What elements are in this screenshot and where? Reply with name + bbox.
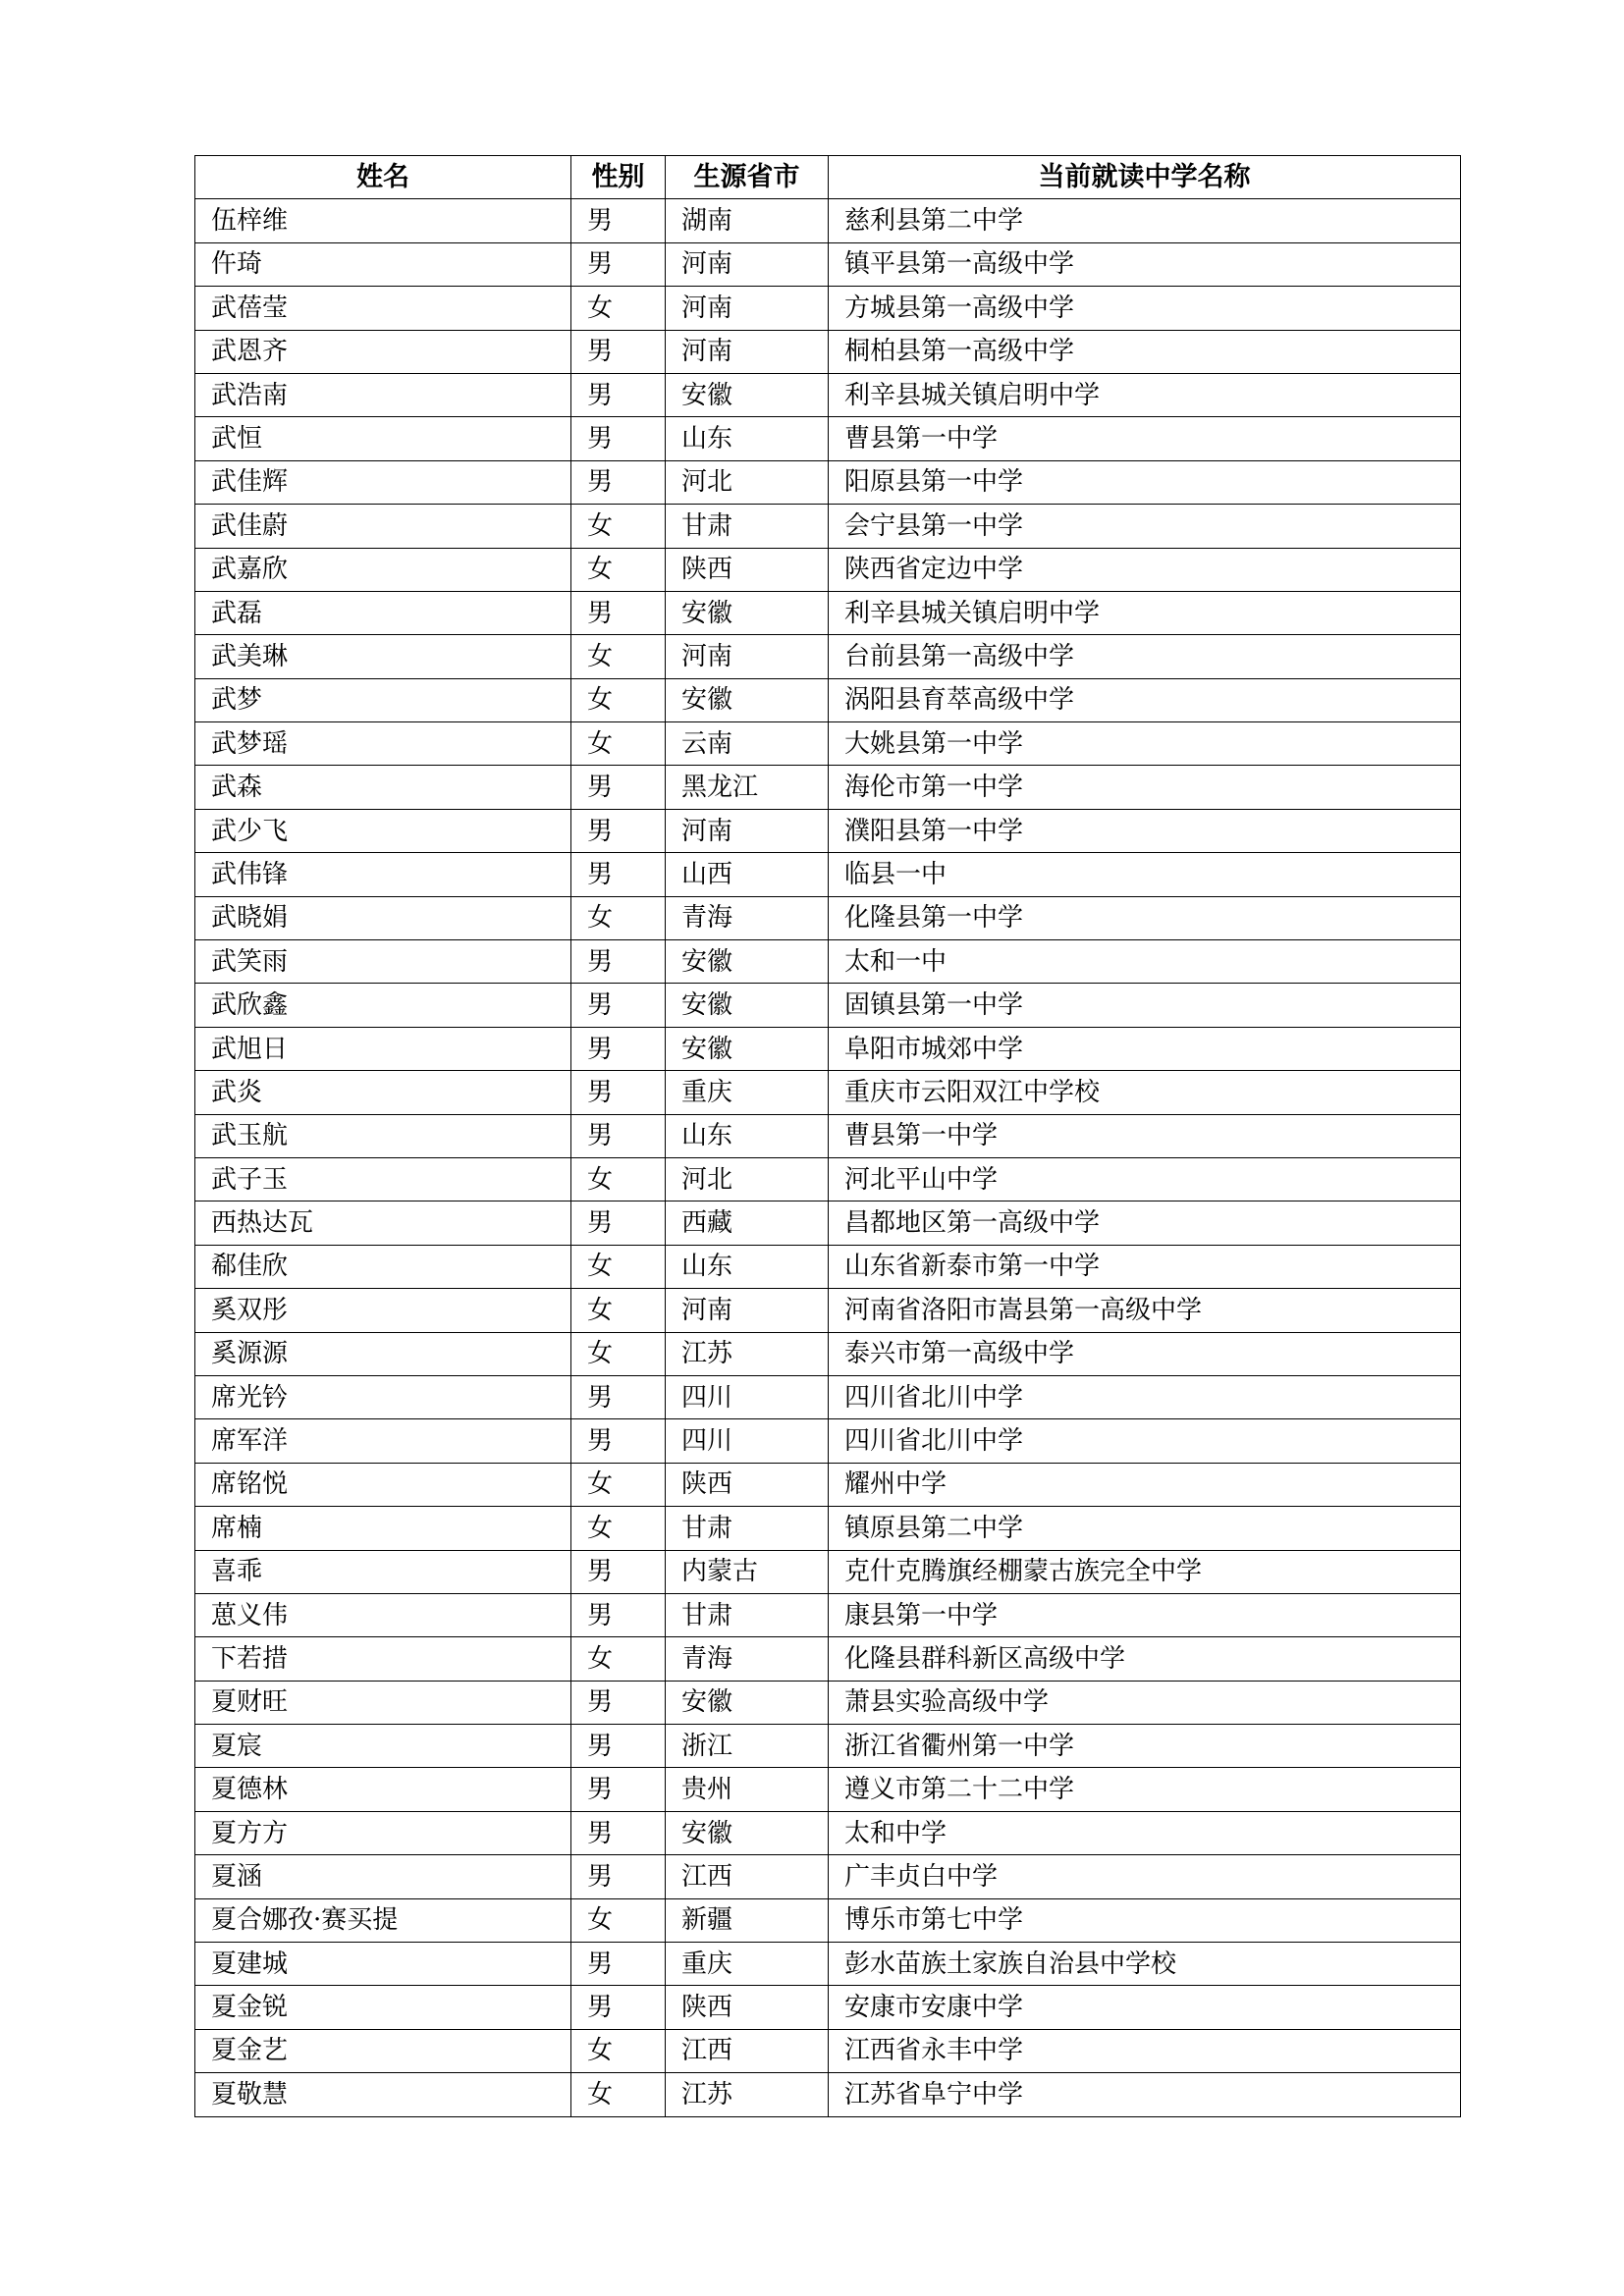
cell-province: 安徽 <box>666 591 829 634</box>
cell-name: 武浩南 <box>195 373 571 416</box>
cell-school: 河北平山中学 <box>829 1157 1461 1201</box>
cell-gender: 女 <box>571 505 666 548</box>
cell-school: 会宁县第一中学 <box>829 505 1461 548</box>
cell-province: 安徽 <box>666 940 829 984</box>
cell-name: 武炎 <box>195 1071 571 1114</box>
cell-name: 仵琦 <box>195 242 571 286</box>
table-row <box>195 1027 1461 1070</box>
cell-name: 武晓娟 <box>195 896 571 939</box>
table-row <box>195 1332 1461 1375</box>
cell-name: 奚双彤 <box>195 1289 571 1332</box>
cell-name: 西热达瓦 <box>195 1201 571 1245</box>
cell-school: 镇原县第二中学 <box>829 1507 1461 1550</box>
table-row <box>195 1986 1461 2029</box>
cell-school: 大姚县第一中学 <box>829 722 1461 766</box>
cell-school: 化隆县第一中学 <box>829 896 1461 939</box>
cell-name: 夏宸 <box>195 1725 571 1768</box>
table-row <box>195 1768 1461 1811</box>
cell-name: 夏合娜孜·赛买提 <box>195 1898 571 1942</box>
cell-school: 方城县第一高级中学 <box>829 287 1461 330</box>
cell-school: 重庆市云阳双江中学校 <box>829 1071 1461 1114</box>
cell-province: 陕西 <box>666 1986 829 2029</box>
cell-province: 安徽 <box>666 678 829 721</box>
cell-gender: 男 <box>571 766 666 809</box>
table-row <box>195 809 1461 852</box>
table-row <box>195 1245 1461 1288</box>
cell-gender: 女 <box>571 287 666 330</box>
cell-school: 利辛县城关镇启明中学 <box>829 591 1461 634</box>
cell-name: 武欣鑫 <box>195 984 571 1027</box>
cell-school: 海伦市第一中学 <box>829 766 1461 809</box>
cell-gender: 女 <box>571 548 666 591</box>
cell-gender: 女 <box>571 1637 666 1681</box>
table-row <box>195 940 1461 984</box>
cell-school: 广丰贞白中学 <box>829 1855 1461 1898</box>
cell-school: 涡阳县育萃高级中学 <box>829 678 1461 721</box>
table-row <box>195 1419 1461 1463</box>
cell-province: 山东 <box>666 1114 829 1157</box>
cell-name: 武梦瑶 <box>195 722 571 766</box>
cell-province: 安徽 <box>666 373 829 416</box>
cell-province: 山西 <box>666 853 829 896</box>
cell-gender: 女 <box>571 1507 666 1550</box>
cell-province: 青海 <box>666 1637 829 1681</box>
cell-name: 席军洋 <box>195 1419 571 1463</box>
cell-province: 甘肃 <box>666 1507 829 1550</box>
cell-gender: 男 <box>571 1681 666 1724</box>
cell-province: 河南 <box>666 242 829 286</box>
cell-school: 临县一中 <box>829 853 1461 896</box>
cell-gender: 女 <box>571 1463 666 1506</box>
cell-school: 陕西省定边中学 <box>829 548 1461 591</box>
cell-province: 安徽 <box>666 984 829 1027</box>
table-row <box>195 505 1461 548</box>
cell-name: 夏金艺 <box>195 2029 571 2072</box>
cell-gender: 女 <box>571 1289 666 1332</box>
table-row <box>195 1681 1461 1724</box>
table-row <box>195 1637 1461 1681</box>
cell-name: 武笑雨 <box>195 940 571 984</box>
cell-name: 夏建城 <box>195 1943 571 1986</box>
cell-school: 萧县实验高级中学 <box>829 1681 1461 1724</box>
cell-province: 江西 <box>666 1855 829 1898</box>
cell-name: 郗佳欣 <box>195 1245 571 1288</box>
cell-gender: 女 <box>571 678 666 721</box>
cell-school: 江西省永丰中学 <box>829 2029 1461 2072</box>
cell-gender: 男 <box>571 199 666 242</box>
table-row <box>195 242 1461 286</box>
cell-province: 陕西 <box>666 548 829 591</box>
cell-gender: 女 <box>571 635 666 678</box>
cell-gender: 男 <box>571 1855 666 1898</box>
cell-province: 西藏 <box>666 1201 829 1245</box>
table-row <box>195 591 1461 634</box>
table-row <box>195 1071 1461 1114</box>
cell-school: 遵义市第二十二中学 <box>829 1768 1461 1811</box>
table-row <box>195 1375 1461 1418</box>
cell-school: 泰兴市第一高级中学 <box>829 1332 1461 1375</box>
table-row <box>195 678 1461 721</box>
cell-gender: 男 <box>571 1725 666 1768</box>
cell-province: 河南 <box>666 287 829 330</box>
cell-gender: 男 <box>571 591 666 634</box>
cell-name: 喜乖 <box>195 1550 571 1593</box>
cell-school: 河南省洛阳市嵩县第一高级中学 <box>829 1289 1461 1332</box>
header-province: 生源省市 <box>666 156 829 199</box>
cell-province: 甘肃 <box>666 505 829 548</box>
table-row <box>195 722 1461 766</box>
cell-province: 重庆 <box>666 1071 829 1114</box>
cell-province: 青海 <box>666 896 829 939</box>
cell-name: 武蓓莹 <box>195 287 571 330</box>
cell-name: 武旭日 <box>195 1027 571 1070</box>
cell-province: 河北 <box>666 460 829 504</box>
table-row <box>195 766 1461 809</box>
cell-gender: 男 <box>571 809 666 852</box>
cell-gender: 男 <box>571 1593 666 1636</box>
cell-school: 曹县第一中学 <box>829 417 1461 460</box>
cell-school: 阳原县第一中学 <box>829 460 1461 504</box>
table-row <box>195 1114 1461 1157</box>
cell-gender: 男 <box>571 417 666 460</box>
cell-name: 夏敬慧 <box>195 2073 571 2116</box>
cell-gender: 男 <box>571 1375 666 1418</box>
cell-school: 固镇县第一中学 <box>829 984 1461 1027</box>
header-name: 姓名 <box>195 156 571 199</box>
cell-province: 黑龙江 <box>666 766 829 809</box>
cell-name: 武梦 <box>195 678 571 721</box>
cell-gender: 男 <box>571 1943 666 1986</box>
cell-province: 河北 <box>666 1157 829 1201</box>
table-header-row <box>195 156 1461 199</box>
cell-school: 四川省北川中学 <box>829 1375 1461 1418</box>
table-row <box>195 896 1461 939</box>
cell-name: 夏财旺 <box>195 1681 571 1724</box>
header-school: 当前就读中学名称 <box>829 156 1461 199</box>
cell-name: 武磊 <box>195 591 571 634</box>
cell-province: 山东 <box>666 1245 829 1288</box>
cell-name: 伍梓维 <box>195 199 571 242</box>
cell-school: 博乐市第七中学 <box>829 1898 1461 1942</box>
cell-province: 山东 <box>666 417 829 460</box>
cell-school: 浙江省衢州第一中学 <box>829 1725 1461 1768</box>
cell-school: 江苏省阜宁中学 <box>829 2073 1461 2116</box>
table-row <box>195 1593 1461 1636</box>
cell-school: 台前县第一高级中学 <box>829 635 1461 678</box>
table-row <box>195 2073 1461 2116</box>
cell-school: 太和中学 <box>829 1811 1461 1854</box>
cell-school: 昌都地区第一高级中学 <box>829 1201 1461 1245</box>
cell-name: 夏德林 <box>195 1768 571 1811</box>
cell-gender: 男 <box>571 1201 666 1245</box>
cell-gender: 女 <box>571 1245 666 1288</box>
cell-province: 甘肃 <box>666 1593 829 1636</box>
cell-province: 四川 <box>666 1375 829 1418</box>
cell-gender: 男 <box>571 1071 666 1114</box>
table-row <box>195 417 1461 460</box>
table-row <box>195 1157 1461 1201</box>
table-row <box>195 1201 1461 1245</box>
cell-school: 山东省新泰市第一中学 <box>829 1245 1461 1288</box>
table-row <box>195 1550 1461 1593</box>
cell-name: 武佳辉 <box>195 460 571 504</box>
cell-name: 武子玉 <box>195 1157 571 1201</box>
cell-gender: 女 <box>571 1157 666 1201</box>
table-row <box>195 635 1461 678</box>
table-row <box>195 1898 1461 1942</box>
cell-school: 彭水苗族土家族自治县中学校 <box>829 1943 1461 1986</box>
cell-school: 化隆县群科新区高级中学 <box>829 1637 1461 1681</box>
cell-name: 武佳蔚 <box>195 505 571 548</box>
cell-gender: 女 <box>571 2029 666 2072</box>
cell-gender: 女 <box>571 1898 666 1942</box>
cell-gender: 女 <box>571 1332 666 1375</box>
cell-school: 安康市安康中学 <box>829 1986 1461 2029</box>
table-row <box>195 2029 1461 2072</box>
table-row <box>195 548 1461 591</box>
cell-name: 席光钤 <box>195 1375 571 1418</box>
cell-school: 镇平县第一高级中学 <box>829 242 1461 286</box>
cell-school: 慈利县第二中学 <box>829 199 1461 242</box>
cell-school: 阜阳市城郊中学 <box>829 1027 1461 1070</box>
cell-school: 耀州中学 <box>829 1463 1461 1506</box>
cell-gender: 男 <box>571 1419 666 1463</box>
cell-province: 内蒙古 <box>666 1550 829 1593</box>
cell-name: 席楠 <box>195 1507 571 1550</box>
table-row <box>195 330 1461 373</box>
cell-name: 武恒 <box>195 417 571 460</box>
cell-name: 葸义伟 <box>195 1593 571 1636</box>
cell-gender: 男 <box>571 1027 666 1070</box>
cell-gender: 女 <box>571 722 666 766</box>
cell-province: 河南 <box>666 635 829 678</box>
cell-name: 奚源源 <box>195 1332 571 1375</box>
cell-gender: 男 <box>571 460 666 504</box>
cell-province: 安徽 <box>666 1681 829 1724</box>
cell-school: 濮阳县第一中学 <box>829 809 1461 852</box>
cell-name: 武玉航 <box>195 1114 571 1157</box>
cell-gender: 女 <box>571 2073 666 2116</box>
cell-name: 武森 <box>195 766 571 809</box>
cell-school: 利辛县城关镇启明中学 <box>829 373 1461 416</box>
cell-province: 河南 <box>666 330 829 373</box>
table-row <box>195 1507 1461 1550</box>
cell-province: 湖南 <box>666 199 829 242</box>
cell-gender: 男 <box>571 1811 666 1854</box>
cell-school: 桐柏县第一高级中学 <box>829 330 1461 373</box>
table-row <box>195 1463 1461 1506</box>
cell-name: 武伟锋 <box>195 853 571 896</box>
cell-gender: 男 <box>571 1768 666 1811</box>
cell-province: 安徽 <box>666 1027 829 1070</box>
cell-name: 武少飞 <box>195 809 571 852</box>
cell-gender: 男 <box>571 373 666 416</box>
cell-province: 重庆 <box>666 1943 829 1986</box>
cell-province: 四川 <box>666 1419 829 1463</box>
cell-province: 安徽 <box>666 1811 829 1854</box>
table-row <box>195 1811 1461 1854</box>
cell-gender: 男 <box>571 940 666 984</box>
cell-name: 夏金锐 <box>195 1986 571 2029</box>
table-row <box>195 1725 1461 1768</box>
table-row <box>195 199 1461 242</box>
cell-province: 江苏 <box>666 2073 829 2116</box>
table-row <box>195 373 1461 416</box>
cell-province: 江苏 <box>666 1332 829 1375</box>
cell-school: 太和一中 <box>829 940 1461 984</box>
student-table <box>194 155 1461 2117</box>
cell-gender: 男 <box>571 1114 666 1157</box>
cell-province: 河南 <box>666 809 829 852</box>
cell-school: 四川省北川中学 <box>829 1419 1461 1463</box>
cell-gender: 男 <box>571 984 666 1027</box>
cell-province: 陕西 <box>666 1463 829 1506</box>
cell-name: 夏方方 <box>195 1811 571 1854</box>
cell-gender: 男 <box>571 1550 666 1593</box>
cell-name: 下若措 <box>195 1637 571 1681</box>
cell-gender: 女 <box>571 896 666 939</box>
table-row <box>195 460 1461 504</box>
table-row <box>195 287 1461 330</box>
cell-name: 夏涵 <box>195 1855 571 1898</box>
table-row <box>195 984 1461 1027</box>
cell-gender: 男 <box>571 853 666 896</box>
cell-name: 武美琳 <box>195 635 571 678</box>
cell-school: 克什克腾旗经棚蒙古族完全中学 <box>829 1550 1461 1593</box>
cell-name: 席铭悦 <box>195 1463 571 1506</box>
cell-school: 康县第一中学 <box>829 1593 1461 1636</box>
header-gender: 性别 <box>571 156 666 199</box>
cell-province: 贵州 <box>666 1768 829 1811</box>
table-row <box>195 1289 1461 1332</box>
cell-gender: 男 <box>571 242 666 286</box>
cell-school: 曹县第一中学 <box>829 1114 1461 1157</box>
table-row <box>195 1943 1461 1986</box>
cell-gender: 男 <box>571 1986 666 2029</box>
table-row <box>195 1855 1461 1898</box>
cell-province: 新疆 <box>666 1898 829 1942</box>
cell-province: 云南 <box>666 722 829 766</box>
cell-name: 武嘉欣 <box>195 548 571 591</box>
table-row <box>195 853 1461 896</box>
cell-gender: 男 <box>571 330 666 373</box>
cell-name: 武恩齐 <box>195 330 571 373</box>
cell-province: 浙江 <box>666 1725 829 1768</box>
cell-province: 江西 <box>666 2029 829 2072</box>
cell-province: 河南 <box>666 1289 829 1332</box>
